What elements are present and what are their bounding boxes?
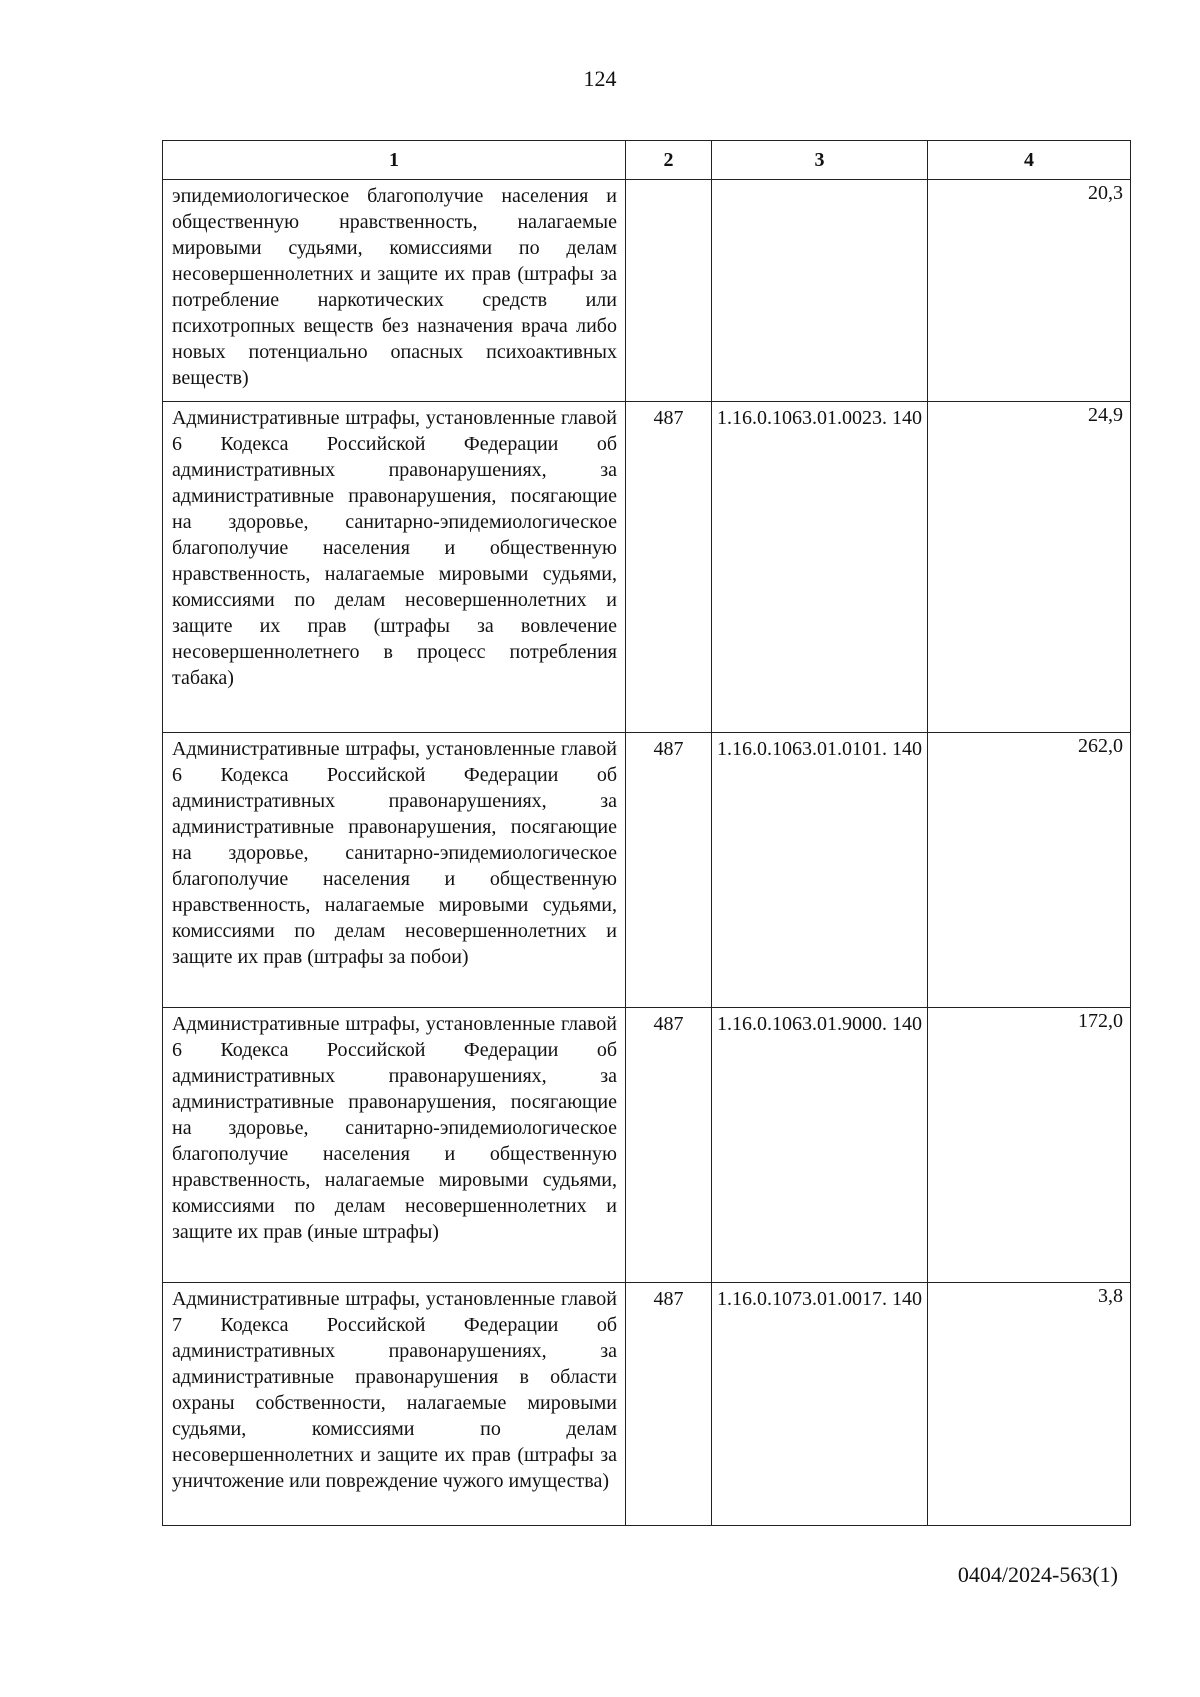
table-header-row <box>163 141 1131 180</box>
table-row <box>163 733 1131 1008</box>
row-description: Административные штрафы, установленные главой 6 Кодекса Российской Федерации об административных правонарушениях, за административные правонарушения, посягающие на здоровье, санитарно-эпидемиологическое благополучие населения и общественную нравственность, налагаемые мировыми судьями, комиссиями по делам несовершеннолетних и защите их прав (штрафы за вовлечение несовершеннолетнего в процесс потребления табака) <box>163 402 626 733</box>
column-header-2: 2 <box>626 141 712 180</box>
row-budget-code: 1.16.0.1063.01.9000. 140 <box>712 1008 928 1283</box>
column-header-3: 3 <box>712 141 928 180</box>
row-amount: 172,0 <box>928 1008 1131 1283</box>
table-row <box>163 1008 1131 1283</box>
row-amount: 262,0 <box>928 733 1131 1008</box>
row-budget-code: 1.16.0.1073.01.0017. 140 <box>712 1283 928 1526</box>
table-row <box>163 1283 1131 1526</box>
row-description: Административные штрафы, установленные главой 6 Кодекса Российской Федерации об административных правонарушениях, за административные правонарушения, посягающие на здоровье, санитарно-эпидемиологическое благополучие населения и общественную нравственность, налагаемые мировыми судьями, комиссиями по делам несовершеннолетних и защите их прав (штрафы за побои) <box>163 733 626 1008</box>
column-header-1: 1 <box>163 141 626 180</box>
row-budget-code <box>712 180 928 402</box>
document-number: 0404/2024-563(1) <box>957 1562 1118 1587</box>
row-admin-code: 487 <box>626 1008 712 1283</box>
row-amount: 3,8 <box>928 1283 1131 1526</box>
row-admin-code: 487 <box>626 733 712 1008</box>
row-description: эпидемиологическое благополучие населения и общественную нравственность, налагаемые мировыми судьями, комиссиями по делам несовершеннолетних и защите их прав (штрафы за потребление наркотических средств или психотропных веществ без назначения врача либо новых потенциально опасных психоактивных веществ) <box>163 180 626 402</box>
page-number: 124 <box>583 66 617 91</box>
row-admin-code: 487 <box>626 1283 712 1526</box>
row-amount: 24,9 <box>928 402 1131 733</box>
table-row <box>163 402 1131 733</box>
budget-table <box>162 140 1131 1526</box>
row-admin-code: 487 <box>626 402 712 733</box>
row-budget-code: 1.16.0.1063.01.0101. 140 <box>712 733 928 1008</box>
row-description: Административные штрафы, установленные главой 7 Кодекса Российской Федерации об административных правонарушениях, за административные правонарушения в области охраны собственности, налагаемые мировыми судьями, комиссиями по делам несовершеннолетних и защите их прав (штрафы за уничтожение или повреждение чужого имущества) <box>163 1283 626 1526</box>
table-row <box>163 180 1131 402</box>
row-description: Административные штрафы, установленные главой 6 Кодекса Российской Федерации об административных правонарушениях, за административные правонарушения, посягающие на здоровье, санитарно-эпидемиологическое благополучие населения и общественную нравственность, налагаемые мировыми судьями, комиссиями по делам несовершеннолетних и защите их прав (иные штрафы) <box>163 1008 626 1283</box>
column-header-4: 4 <box>928 141 1131 180</box>
row-budget-code: 1.16.0.1063.01.0023. 140 <box>712 402 928 733</box>
row-admin-code <box>626 180 712 402</box>
row-amount: 20,3 <box>928 180 1131 402</box>
